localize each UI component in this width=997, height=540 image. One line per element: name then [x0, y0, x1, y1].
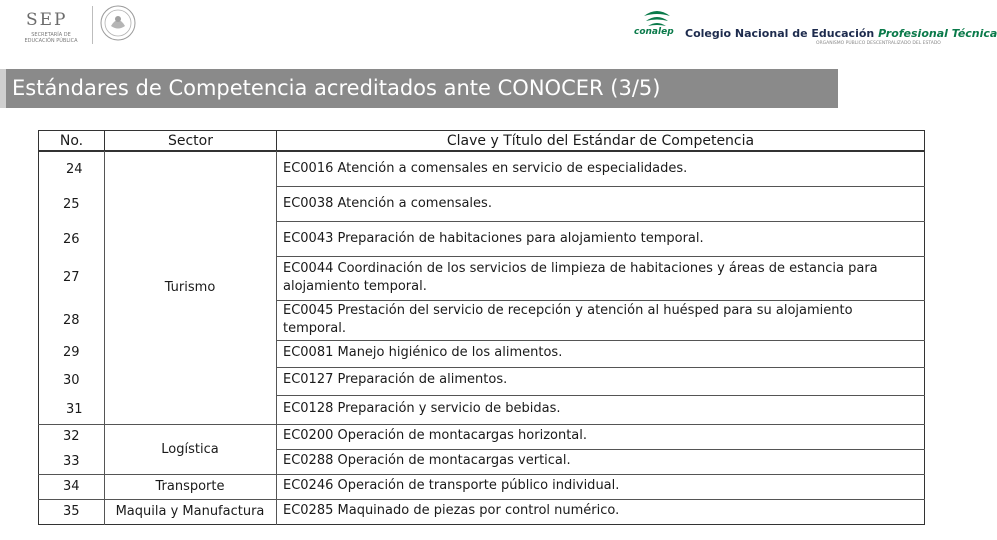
row-number: 35 [63, 504, 80, 519]
standard-title: EC0128 Preparación y servicio de bebidas. [283, 401, 561, 416]
row-divider [276, 395, 925, 396]
sector-logistica: Logística [161, 442, 219, 457]
column-divider [104, 151, 105, 525]
sep-logo-subtitle: SECRETARÍA DE EDUCACIÓN PÚBLICA [24, 32, 78, 44]
standard-title: EC0127 Preparación de alimentos. [283, 372, 508, 387]
row-divider [276, 449, 925, 450]
row-number: 26 [63, 232, 80, 247]
row-number: 32 [63, 429, 80, 444]
sep-logo [16, 10, 86, 48]
standard-title: EC0288 Operación de montacargas vertical. [283, 453, 571, 468]
institution-tagline: ORGANISMO PÚBLICO DESCENTRALIZADO DEL ESTADO [816, 41, 941, 46]
standard-title: EC0285 Maquinado de piezas por control numérico. [283, 503, 620, 518]
row-number: 30 [63, 373, 80, 388]
logo-divider [92, 6, 93, 44]
row-divider [276, 186, 925, 187]
row-number: 27 [63, 270, 80, 285]
row-divider [276, 300, 925, 301]
institution-name-accent: Profesional Técnica [878, 27, 997, 40]
row-number: 24 [66, 162, 83, 177]
standard-title: EC0038 Atención a comensales. [283, 196, 492, 211]
title-bar [0, 69, 838, 108]
row-divider [276, 367, 925, 368]
standard-title: EC0246 Operación de transporte público individual. [283, 478, 620, 493]
sector-turismo: Turismo [164, 280, 216, 295]
sector-maquila: Maquila y Manufactura [115, 504, 265, 519]
row-divider [38, 499, 925, 500]
row-divider [276, 221, 925, 222]
row-divider [276, 256, 925, 257]
institution-name [685, 27, 997, 40]
institution-name-main: Colegio Nacional de Educación [685, 27, 879, 40]
standard-title: EC0045 Prestación del servicio de recepción y atención al huésped para su alojamiento temporal. [283, 303, 853, 336]
header-sector: Sector [104, 130, 277, 151]
row-divider [276, 340, 925, 341]
standard-title: EC0200 Operación de montacargas horizontal. [283, 428, 588, 443]
header-title: Clave y Título del Estándar de Competencia [276, 130, 925, 151]
row-number: 31 [66, 402, 83, 417]
page-title: Estándares de Competencia acreditados ante CONOCER (3/5) [12, 76, 661, 100]
row-divider [38, 474, 925, 475]
standard-title: EC0081 Manejo higiénico de los alimentos. [283, 345, 563, 360]
row-number: 34 [63, 479, 80, 494]
conalep-logo-text: conalep [634, 27, 674, 37]
standard-title: EC0016 Atención a comensales en servicio de especialidades. [283, 161, 688, 176]
column-divider [276, 151, 277, 525]
header-no: No. [38, 130, 105, 151]
row-number: 25 [63, 197, 80, 212]
row-number: 29 [63, 345, 80, 360]
national-seal-icon [99, 4, 137, 42]
row-number: 28 [63, 313, 80, 328]
standard-title: EC0044 Coordinación de los servicios de limpieza de habitaciones y áreas de estancia para alojamiento temporal. [283, 261, 878, 294]
row-number: 33 [63, 454, 80, 469]
sector-transporte: Transporte [155, 479, 225, 494]
standard-title: EC0043 Preparación de habitaciones para alojamiento temporal. [283, 231, 704, 246]
row-divider [38, 424, 925, 425]
sep-logo-text: SEP [26, 10, 68, 30]
